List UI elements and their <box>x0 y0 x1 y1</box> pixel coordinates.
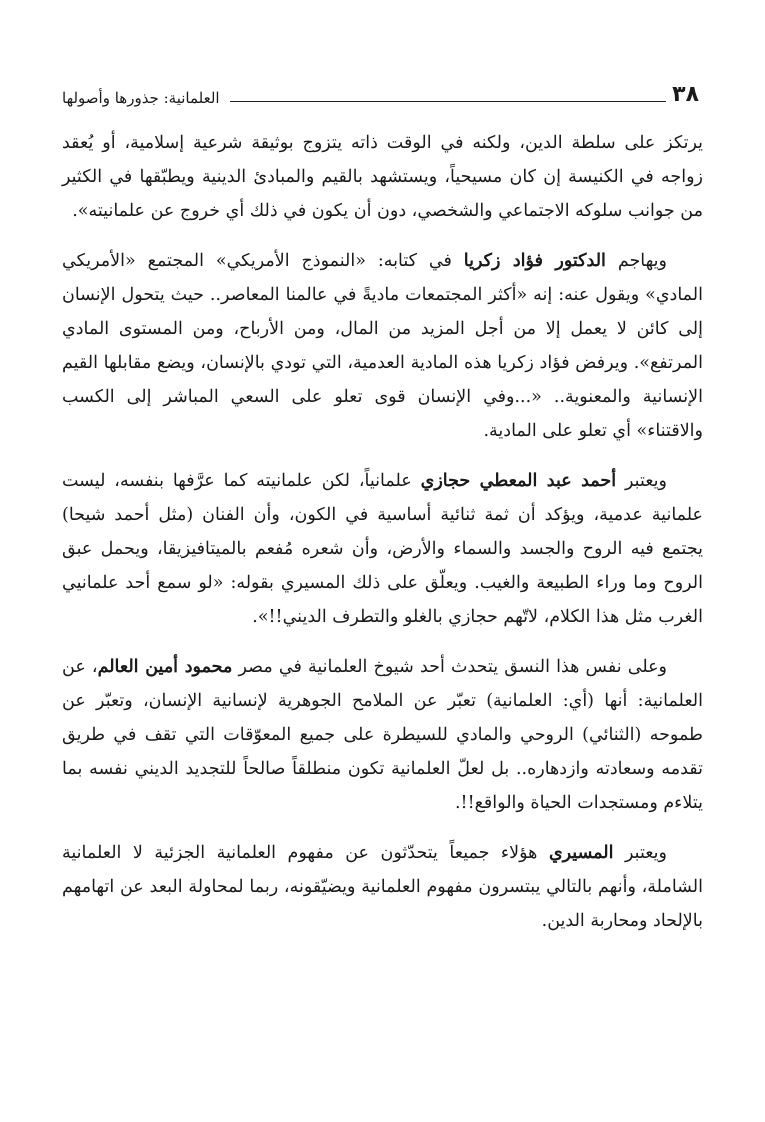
paragraph-1 <box>62 126 703 228</box>
paragraph-4-name: محمود أمين العالم <box>97 657 233 677</box>
paragraph-4-lead: وعلى نفس هذا النسق يتحدث أحد شيوخ العلمانية في مصر <box>232 657 668 677</box>
paragraph-3-lead: ويعتبر <box>616 471 668 491</box>
paragraph-3 <box>62 464 703 634</box>
paragraph-5-name: المسيري <box>548 843 614 863</box>
paragraph-2-text: في كتابه: «النموذج الأمريكي» المجتمع «الأمريكي المادي» ويقول عنه: إنه «أكثر المجتمعات ماديةً في عالمنا المعاصر.. حيث يتحول الإنسان إلى كائن لا يعمل إلا من أجل المزيد من المال، ومن الأرباح، ومن المستوى المادي المرتفع». ويرفض فؤاد زكريا هذه المادية العدمية، التي تودي بالإنسان، ويضع مقابلها القيم الإنسانية والمعنوية.. «...وفي الإنسان قوى تعلو على السعي المباشر إلى الكسب والاقتناء» أي تعلو على المادية. <box>62 251 703 441</box>
paragraph-2-lead: ويهاجم <box>605 251 668 271</box>
paragraph-5-lead: ويعتبر <box>613 843 667 863</box>
running-header <box>62 76 699 108</box>
header-rule <box>230 101 667 102</box>
body-text <box>62 126 703 954</box>
paragraph-2-name: الدكتور فؤاد زكريا <box>463 251 606 271</box>
paragraph-2 <box>62 244 703 448</box>
paragraph-3-name: أحمد عبد المعطي حجازي <box>420 471 617 491</box>
paragraph-4-text: ، عن العلمانية: أنها (أي: العلمانية) تعبّر عن الملامح الجوهرية لإنسانية الإنسان، وتعبّر عن طموحه (الثنائي) الروحي والمادي للسيطرة على جميع المعوّقات التي تقف في طريق تقدمه وسعادته وازدهاره.. بل لعلّ العلمانية تكون منطلقاً صالحاً للتجديد الديني نفسه بما يتلاءم ومستجدات الحياة والواقع!!. <box>62 657 703 813</box>
paragraph-1-text: يرتكز على سلطة الدين، ولكنه في الوقت ذاته يتزوج بوثيقة شرعية إسلامية، أو يُعقد زواجه في الكنيسة إن كان مسيحياً، ويستشهد بالقيم والمبادئ الدينية ويطبّقها في الكثير من جوانب سلوكه الاجتماعي والشخصي، دون أن يكون في ذلك أي خروج عن علمانيته». <box>62 133 703 221</box>
paragraph-4 <box>62 650 703 820</box>
paragraph-3-text: علمانياً، لكن علمانيته كما عرَّفها بنفسه، ليست علمانية عدمية، ويؤكد أن ثمة ثنائية أساسية في الكون، وأن الفنان (مثل أحمد شيحا) يجتمع فيه الروح والجسد والسماء والأرض، وأن شعره مُفعم بالميتافيزيقا، ويحمل عبق الروح وما وراء الطبيعة والغيب. ويعلّق على ذلك المسيري بقوله: «لو سمع أحد علمانيي الغرب مثل هذا الكلام، لاتّهم حجازي بالغلو والتطرف الديني!!». <box>62 471 703 627</box>
paragraph-5 <box>62 836 703 938</box>
running-title: العلمانية: جذورها وأصولها <box>62 89 220 107</box>
page-number: ٣٨ <box>672 82 699 107</box>
paragraph-5-text: هؤلاء جميعاً يتحدّثون عن مفهوم العلمانية الجزئية لا العلمانية الشاملة، وأنهم بالتالي يبتسرون مفهوم العلمانية ويضيّقونه، ربما لمحاولة البعد عن اتهامهم بالإلحاد ومحاربة الدين. <box>62 843 703 931</box>
